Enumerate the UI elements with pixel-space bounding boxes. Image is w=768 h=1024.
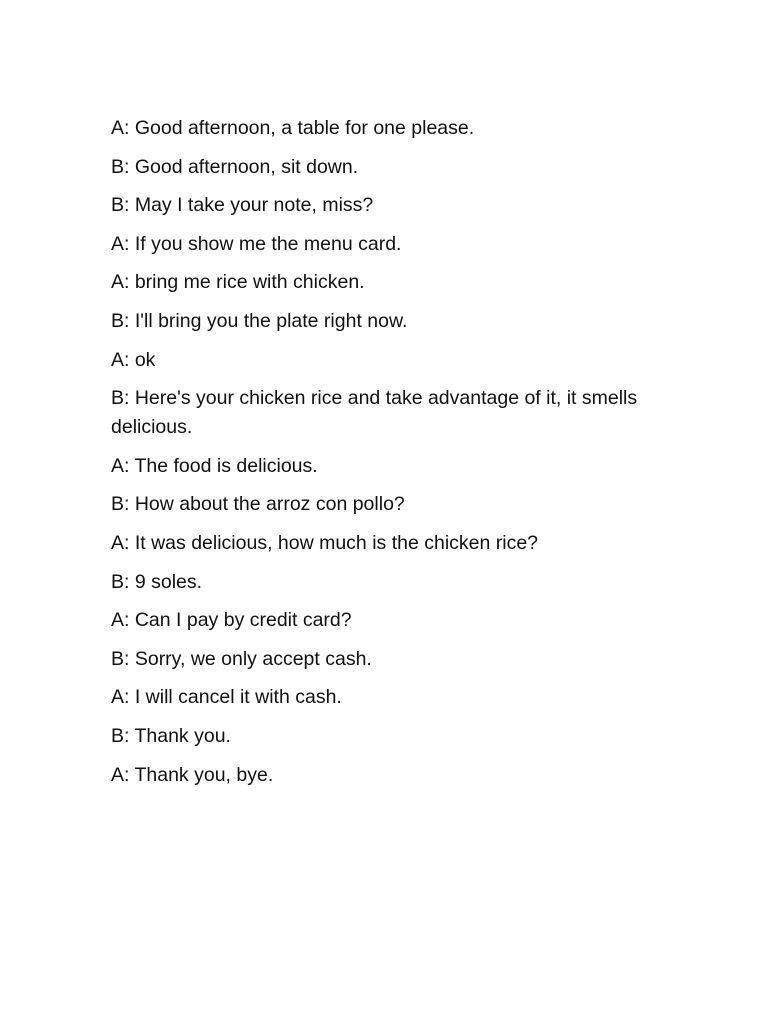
dialogue-line: B: Good afternoon, sit down. [111,155,359,178]
dialogue-line: A: Thank you, bye. [111,763,274,786]
dialogue-line: B: Sorry, we only accept cash. [111,647,372,670]
dialogue-line: A: The food is delicious. [111,454,318,477]
dialogue-line: A: Can I pay by credit card? [111,609,352,632]
dialogue-line: A: ok [111,348,156,371]
dialogue-line: A: It was delicious, how much is the chicken rice? [111,531,539,554]
dialogue-line: A: If you show me the menu card. [111,232,402,255]
dialogue-line: B: How about the arroz con pollo? [111,493,405,516]
dialogue-text [111,114,651,799]
dialogue-line: A: Good afternoon, a table for one please. [111,117,475,139]
dialogue-line: B: Here's your chicken rice and take advantage of it, it smells delicious. [111,387,638,439]
dialogue-line: A: I will cancel it with cash. [111,686,342,709]
dialogue-line: A: bring me rice with chicken. [111,271,365,294]
dialogue-line: B: Thank you. [111,724,231,747]
dialogue-line: B: I'll bring you the plate right now. [111,309,408,332]
dialogue-line: B: 9 soles. [111,570,203,593]
dialogue-line: B: May I take your note, miss? [111,194,374,217]
